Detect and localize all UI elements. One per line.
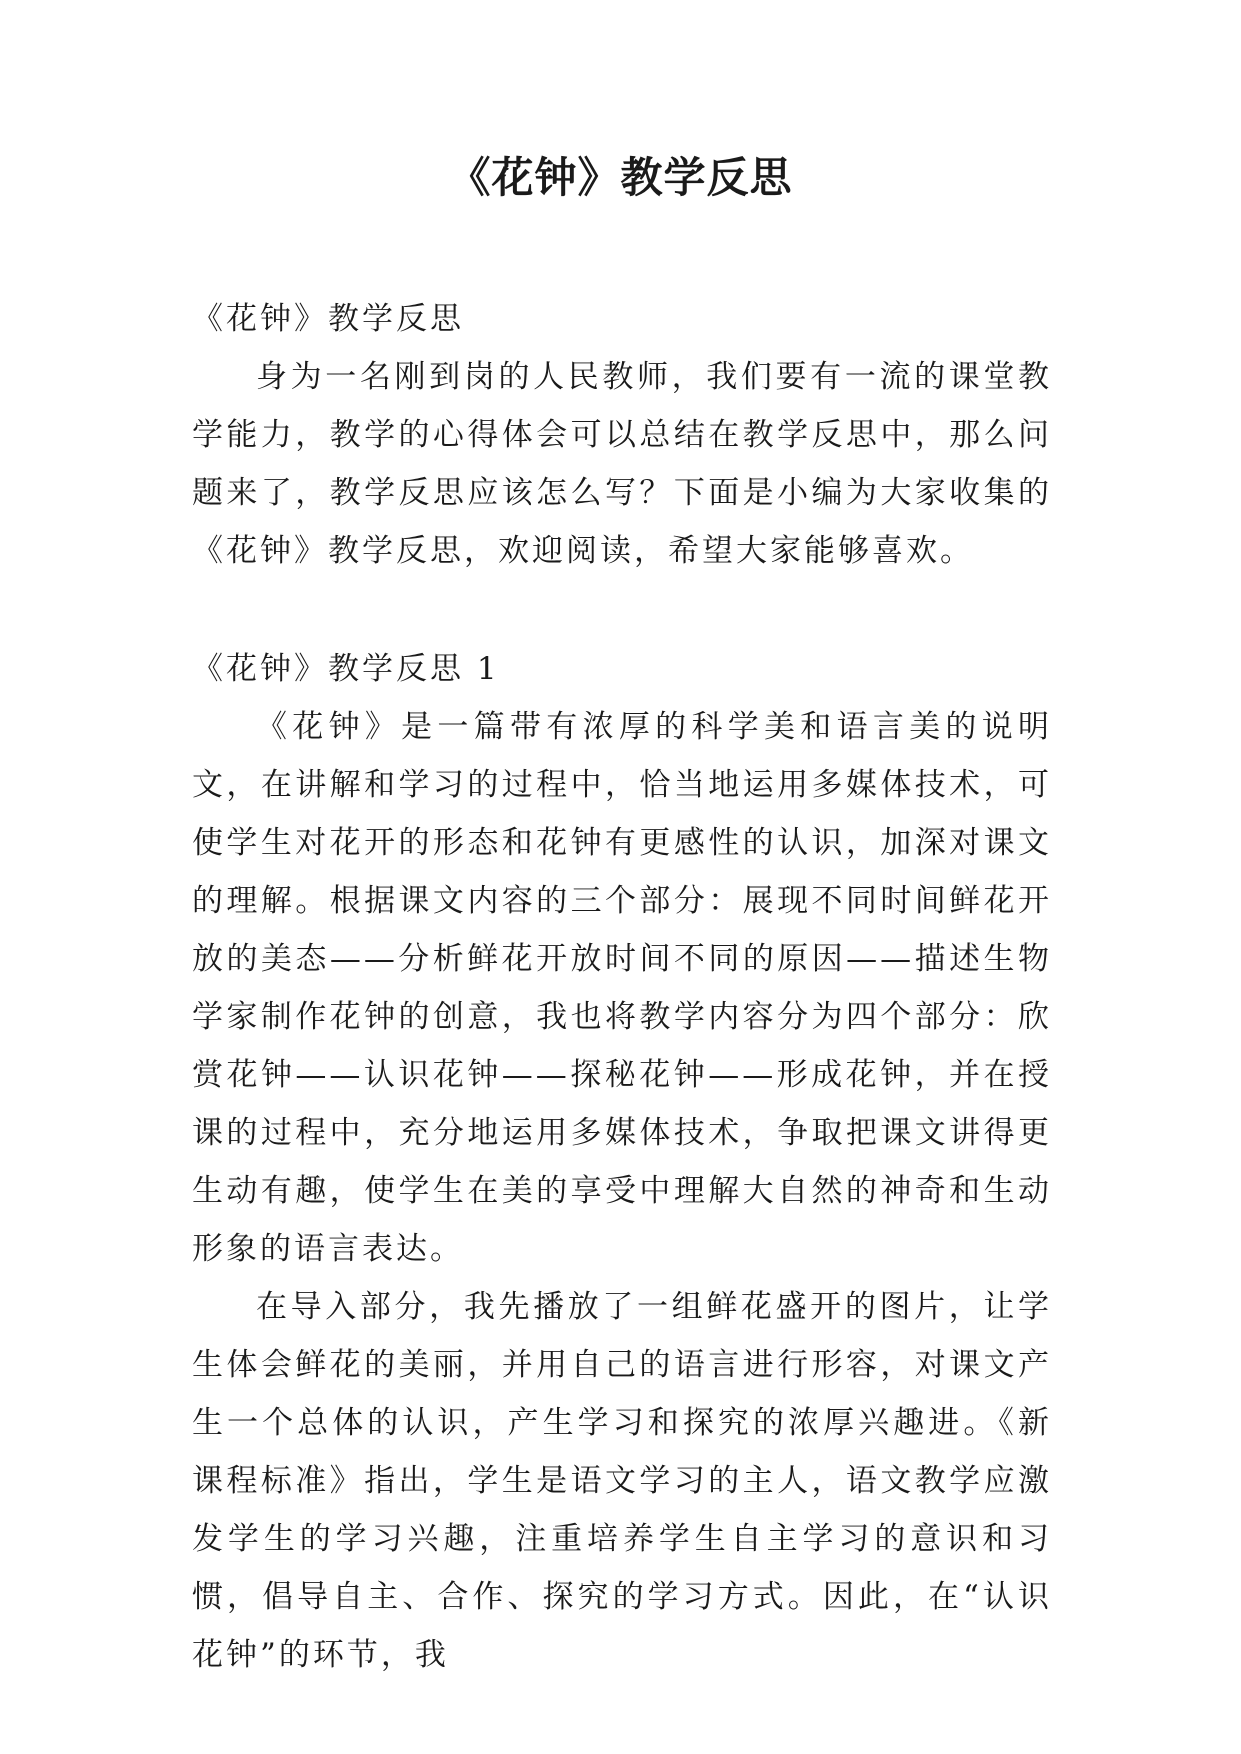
intro-heading: 《花钟》教学反思 — [192, 301, 464, 337]
section-1-heading: 《花钟》教学反思 1 — [192, 651, 500, 687]
section-1-paragraph-2: 在导入部分，我先播放了一组鲜花盛开的图片，让学生体会鲜花的美丽，并用自己的语言进行形容，对课文产生一个总体的认识，产生学习和探究的浓厚兴趣进。《新课程标准》指出，学生是语文学习的主人，语文教学应激发学生的学习兴趣，注重培养学生自主学习的意识和习惯，倡导自主、合作、探究的学习方式。因此，在“认识花钟”的环节，我 — [192, 1289, 1052, 1673]
section-1-paragraph-1: 《花钟》是一篇带有浓厚的科学美和语言美的说明文，在讲解和学习的过程中，恰当地运用多媒体技术，可使学生对花开的形态和花钟有更感性的认识，加深对课文的理解。根据课文内容的三个部分：展现不同时间鲜花开放的美态——分析鲜花开放时间不同的原因——描述生物学家制作花钟的创意，我也将教学内容分为四个部分：欣赏花钟——认识花钟——探秘花钟——形成花钟，并在授课的过程中，充分地运用多媒体技术，争取把课文讲得更生动有趣，使学生在美的享受中理解大自然的神奇和生动形象的语言表达。 — [192, 709, 1052, 1267]
section-1 — [192, 640, 1052, 1684]
document-title: 《花钟》教学反思 — [448, 153, 793, 202]
intro-section — [192, 290, 1052, 580]
intro-paragraph: 身为一名刚到岗的人民教师，我们要有一流的课堂教学能力，教学的心得体会可以总结在教学反思中，那么问题来了，教学反思应该怎么写？下面是小编为大家收集的《花钟》教学反思，欢迎阅读，希望大家能够喜欢。 — [192, 359, 1052, 569]
